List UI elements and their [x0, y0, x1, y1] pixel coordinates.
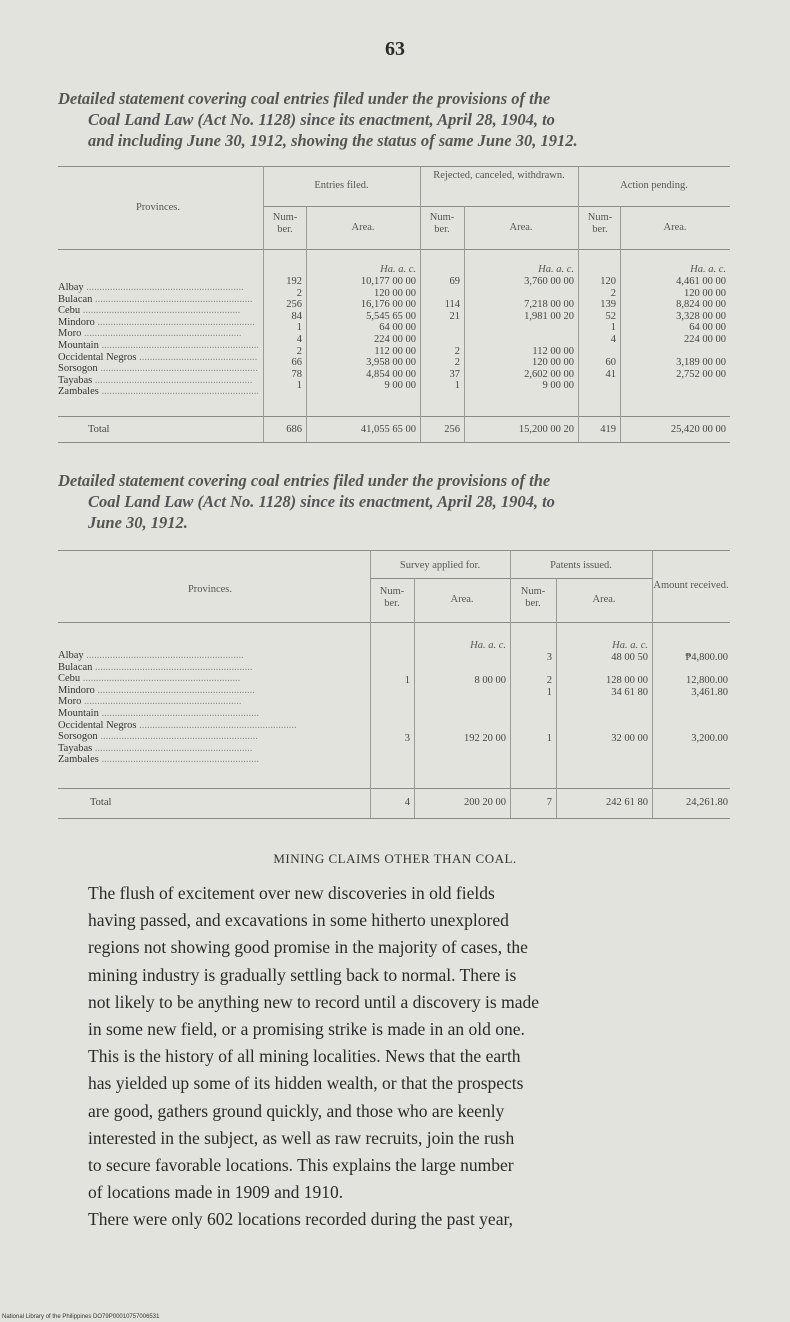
- total-value: 4: [404, 797, 410, 808]
- patents-area-cell: 34 61 80: [611, 686, 648, 698]
- amount-received-header: Amount received.: [653, 580, 729, 591]
- table-divider: [414, 578, 415, 818]
- patents-area-cell: [558, 710, 648, 722]
- patents-area-cell: 48 00 50: [611, 652, 648, 663]
- total-value: 41,055 65 00: [360, 424, 416, 435]
- survey-area-cell: [416, 710, 506, 722]
- table-divider: [510, 550, 511, 818]
- province-name: Moro .....: [58, 328, 258, 340]
- patents-number-cell: 1: [546, 686, 552, 698]
- patents-area-cell: [558, 698, 648, 710]
- survey-area-cell: 192 20 00: [464, 733, 506, 745]
- pending-number-cell: 139: [600, 299, 616, 311]
- table-rule: [58, 788, 730, 789]
- table2-caption-line: June 30, 1912.: [88, 513, 188, 532]
- body-paragraph: [88, 880, 730, 1234]
- rejected-number-column: [424, 276, 460, 392]
- entries-area-cell: 112 00 00: [374, 345, 416, 357]
- province-name: Occidental Negros .....: [58, 720, 358, 732]
- section-heading: MINING CLAIMS OTHER THAN COAL.: [273, 851, 517, 866]
- table-rule: [58, 249, 730, 250]
- province-name: Bulacan .....: [58, 294, 258, 306]
- survey-area-cell: [416, 745, 506, 757]
- survey-area-cell: [416, 698, 506, 710]
- rejected-area-cell: 120 00 00: [532, 357, 574, 369]
- province-name: Tayabas .....: [58, 375, 258, 387]
- table-divider: [620, 206, 621, 442]
- pending-number-cell: 4: [610, 333, 616, 345]
- pending-number-cell: [580, 380, 616, 392]
- patents-area-cell: [558, 756, 648, 768]
- survey-number-cell: 1: [404, 675, 410, 687]
- total-value: 7: [546, 797, 552, 808]
- rejected-number-cell: 1: [454, 380, 460, 392]
- amount-cell: [654, 698, 728, 710]
- rejected-area-cell: [466, 288, 574, 300]
- entries-area-cell: 10,177 00 00: [360, 276, 416, 287]
- rejected-area-cell: 1,981 00 20: [524, 310, 574, 322]
- entries-area-cell: 4,854 00 00: [366, 368, 416, 380]
- table-divider: [420, 166, 421, 442]
- table-divider: [306, 206, 307, 442]
- pending-area-cell: [622, 380, 726, 392]
- patents-number-cell: [514, 756, 552, 768]
- pending-number-cell: 1: [610, 322, 616, 334]
- rejected-number-cell: 69: [449, 276, 460, 287]
- area-units: Ha. a. c.: [380, 264, 416, 275]
- area-header: Area.: [509, 222, 533, 233]
- rejected-number-cell: [424, 322, 460, 334]
- rejected-area-cell: 112 00 00: [532, 345, 574, 357]
- province-name: Cebu .....: [58, 305, 258, 317]
- entries-number-cell: 1: [296, 380, 302, 392]
- table1-caption-line: and including June 30, 1912, showing the status of same June 30, 1912.: [88, 131, 578, 150]
- total-value: 256: [444, 424, 460, 435]
- paragraph-line: in some new field, or a promising strike is made in an old one.: [88, 1019, 525, 1040]
- rejected-area-cell: 2,602 00 00: [524, 368, 574, 380]
- entries-number-cell: 66: [291, 357, 302, 369]
- page-number: 63: [385, 38, 405, 60]
- survey-number-cell: [374, 756, 410, 768]
- survey-number-cell: [374, 652, 410, 664]
- survey-number-cell: 3: [404, 733, 410, 745]
- paragraph-line: having passed, and excavations in some hitherto unexplored: [88, 910, 509, 931]
- table-rule: [58, 166, 730, 167]
- total-value: 200 20 00: [464, 797, 506, 808]
- entries-number-column: [266, 276, 302, 392]
- area-header: Area.: [450, 594, 474, 605]
- entries-area-cell: 5,545 65 00: [366, 310, 416, 322]
- table1-caption: [58, 88, 730, 151]
- entries-filed-header: Entries filed.: [314, 180, 369, 191]
- number-header: Num- ber.: [272, 212, 298, 235]
- total-value: 15,200 00 20: [518, 424, 574, 435]
- pending-area-cell: [622, 346, 726, 358]
- province-name: Mindoro .....: [58, 685, 358, 697]
- table1-caption-line: Coal Land Law (Act No. 1128) since its enactment, April 28, 1904, to: [88, 110, 555, 129]
- action-pending-header: Action pending.: [620, 180, 688, 191]
- table1-caption-line: Detailed statement covering coal entries filed under the provisions of the: [58, 89, 551, 108]
- pending-number-cell: 2: [610, 287, 616, 299]
- rejected-area-cell: 7,218 00 00: [524, 299, 574, 311]
- province-name: Mountain .....: [58, 340, 258, 352]
- pending-area-cell: 3,328 00 00: [676, 310, 726, 322]
- entries-area-cell: 64 00 00: [379, 322, 416, 334]
- total-value: 242 61 80: [606, 797, 648, 808]
- province-name: Sorsogon .....: [58, 731, 358, 743]
- amount-cell: ₱4,800.00: [685, 652, 728, 663]
- paragraph-line: This is the history of all mining localities. News that the earth: [88, 1046, 521, 1067]
- paragraph-line: are good, gathers ground quickly, and those who are keenly: [88, 1100, 505, 1121]
- entries-number-cell: 2: [296, 345, 302, 357]
- patents-area-cell: 128 00 00: [606, 675, 648, 687]
- rejected-number-cell: 2: [454, 357, 460, 369]
- province-name: Albay .....: [58, 282, 258, 294]
- survey-number-cell: [374, 698, 410, 710]
- patents-number-cell: 2: [546, 675, 552, 687]
- rejected-number-cell: [424, 334, 460, 346]
- rejected-header: Rejected, canceled, withdrawn.: [433, 170, 565, 181]
- table2-caption: [58, 470, 730, 533]
- area-units: Ha. a. c.: [612, 640, 648, 651]
- patents-issued-header: Patents issued.: [550, 560, 612, 571]
- rejected-area-cell: [466, 322, 574, 334]
- province-name: Mountain .....: [58, 708, 358, 720]
- amount-column: [654, 652, 728, 768]
- province-name: Tayabas .....: [58, 743, 358, 755]
- survey-area-cell: [416, 722, 506, 734]
- amount-cell: 3,461.80: [691, 686, 728, 698]
- pending-number-cell: 41: [605, 368, 616, 380]
- area-header: Area.: [663, 222, 687, 233]
- pending-area-cell: 2,752 00 00: [676, 368, 726, 380]
- table2-caption-line: Coal Land Law (Act No. 1128) since its enactment, April 28, 1904, to: [88, 492, 555, 511]
- entries-area-cell: 120 00 00: [374, 287, 416, 299]
- patents-number-column: [514, 652, 552, 768]
- table-rule: [58, 442, 730, 443]
- survey-area-cell: [416, 756, 506, 768]
- pending-area-cell: 3,189 00 00: [676, 357, 726, 369]
- patents-area-column: [558, 652, 648, 768]
- pending-area-cell: 120 00 00: [684, 287, 726, 299]
- table-rule: [370, 578, 652, 579]
- entries-area-column: [308, 276, 416, 392]
- area-header: Area.: [592, 594, 616, 605]
- province-list: [58, 650, 358, 766]
- survey-number-cell: [374, 745, 410, 757]
- entries-number-cell: 192: [286, 276, 302, 287]
- province-name: Mindoro .....: [58, 317, 258, 329]
- survey-number-cell: [374, 664, 410, 676]
- amount-cell: [654, 664, 728, 676]
- area-header: Area.: [351, 222, 375, 233]
- rejected-number-cell: 114: [444, 299, 460, 311]
- entries-number-cell: 2: [296, 287, 302, 299]
- total-label: Total: [90, 797, 112, 808]
- survey-number-cell: [374, 722, 410, 734]
- survey-area-cell: [416, 652, 506, 664]
- paragraph-line: not likely to be anything new to record until a discovery is made: [88, 991, 540, 1012]
- rejected-area-column: [466, 276, 574, 392]
- entries-area-cell: 9 00 00: [384, 380, 416, 392]
- number-header: Num- ber.: [429, 212, 455, 235]
- province-name: Bulacan .....: [58, 662, 358, 674]
- rejected-number-cell: 2: [454, 345, 460, 357]
- table-divider: [556, 578, 557, 818]
- table-rule: [58, 416, 730, 417]
- patents-area-cell: [558, 745, 648, 757]
- amount-cell: [654, 710, 728, 722]
- total-value: 686: [286, 424, 302, 435]
- entries-area-cell: 3,958 00 00: [366, 357, 416, 369]
- pending-area-cell: 64 00 00: [689, 322, 726, 334]
- footer-credit: National Library of the Philippines DO79P00010757006531: [2, 1314, 160, 1320]
- entries-number-cell: 84: [291, 310, 302, 322]
- pending-area-cell: 4,461 00 00: [676, 276, 726, 287]
- survey-applied-header: Survey applied for.: [399, 560, 481, 571]
- patents-number-cell: [514, 698, 552, 710]
- survey-number-cell: [374, 687, 410, 699]
- table-rule: [58, 818, 730, 819]
- total-value: 25,420 00 00: [670, 424, 726, 435]
- province-name: Albay .....: [58, 650, 358, 662]
- amount-cell: [654, 756, 728, 768]
- pending-number-cell: 60: [605, 357, 616, 369]
- table-divider: [464, 206, 465, 442]
- patents-number-cell: [514, 722, 552, 734]
- patents-number-cell: [514, 745, 552, 757]
- entries-number-cell: 256: [286, 299, 302, 311]
- pending-area-cell: 8,824 00 00: [676, 299, 726, 311]
- number-header: Num- ber.: [379, 586, 405, 609]
- paragraph-line: There were only 602 locations recorded during the past year,: [88, 1209, 513, 1230]
- pending-number-cell: 120: [600, 276, 616, 287]
- patents-number-cell: 3: [546, 652, 552, 663]
- patents-number-cell: [514, 664, 552, 676]
- provinces-header: Provinces.: [135, 202, 181, 213]
- survey-area-cell: [416, 664, 506, 676]
- paragraph-line: to secure favorable locations. This explains the large number: [88, 1155, 514, 1176]
- area-units: Ha. a. c.: [538, 264, 574, 275]
- entries-number-cell: 78: [291, 368, 302, 380]
- total-value: 24,261.80: [686, 797, 728, 808]
- pending-number-column: [580, 276, 616, 392]
- amount-cell: 12,800.00: [686, 675, 728, 687]
- entries-area-cell: 16,176 00 00: [360, 299, 416, 311]
- amount-cell: [654, 745, 728, 757]
- amount-cell: 3,200.00: [691, 733, 728, 745]
- pending-area-cell: 224 00 00: [684, 333, 726, 345]
- rejected-area-cell: [466, 334, 574, 346]
- province-name: Zambales .....: [58, 386, 258, 398]
- rejected-number-cell: [424, 288, 460, 300]
- table-divider: [578, 166, 579, 442]
- table-rule: [58, 550, 730, 551]
- rejected-area-cell: 9 00 00: [542, 380, 574, 392]
- province-name: Cebu .....: [58, 673, 358, 685]
- province-name: Zambales .....: [58, 754, 358, 766]
- amount-cell: [654, 722, 728, 734]
- province-name: Occidental Negros .....: [58, 352, 258, 364]
- total-label: Total: [88, 424, 110, 435]
- patents-number-cell: 1: [546, 733, 552, 745]
- rejected-area-cell: 3,760 00 00: [524, 276, 574, 287]
- survey-number-column: [374, 652, 410, 768]
- pending-area-column: [622, 276, 726, 392]
- survey-area-column: [416, 652, 506, 768]
- province-list: [58, 282, 258, 398]
- entries-number-cell: 4: [296, 333, 302, 345]
- survey-area-cell: [416, 687, 506, 699]
- paragraph-line: of locations made in 1909 and 1910.: [88, 1182, 344, 1203]
- paragraph-line: mining industry is gradually settling back to normal. There is: [88, 964, 517, 985]
- table2-caption-line: Detailed statement covering coal entries filed under the provisions of the: [58, 471, 551, 490]
- entries-area-cell: 224 00 00: [374, 333, 416, 345]
- rejected-number-cell: 37: [449, 368, 460, 380]
- entries-number-cell: 1: [296, 322, 302, 334]
- table-divider: [263, 166, 264, 442]
- paragraph-line: has yielded up some of its hidden wealth, or that the prospects: [88, 1073, 524, 1094]
- area-units: Ha. a. c.: [690, 264, 726, 275]
- table-rule: [58, 622, 730, 623]
- number-header: Num- ber.: [587, 212, 613, 235]
- province-name: Moro .....: [58, 696, 358, 708]
- pending-number-cell: [580, 346, 616, 358]
- rejected-number-cell: 21: [449, 310, 460, 322]
- number-header: Num- ber.: [520, 586, 546, 609]
- pending-number-cell: 52: [605, 310, 616, 322]
- province-name: Sorsogon .....: [58, 363, 258, 375]
- patents-number-cell: [514, 710, 552, 722]
- provinces-header: Provinces.: [187, 584, 233, 595]
- patents-area-cell: 32 00 00: [611, 733, 648, 745]
- paragraph-line: interested in the subject, as well as raw recruits, join the rush: [88, 1127, 515, 1148]
- table-divider: [370, 550, 371, 818]
- survey-area-cell: 8 00 00: [474, 675, 506, 687]
- paragraph-line: regions not showing good promise in the majority of cases, the: [88, 937, 528, 958]
- paragraph-line: The flush of excitement over new discoveries in old fields: [88, 883, 495, 903]
- area-units: Ha. a. c.: [470, 640, 506, 651]
- table-rule: [263, 206, 730, 207]
- survey-number-cell: [374, 710, 410, 722]
- total-value: 419: [600, 424, 616, 435]
- patents-area-cell: [558, 722, 648, 734]
- patents-area-cell: [558, 664, 648, 676]
